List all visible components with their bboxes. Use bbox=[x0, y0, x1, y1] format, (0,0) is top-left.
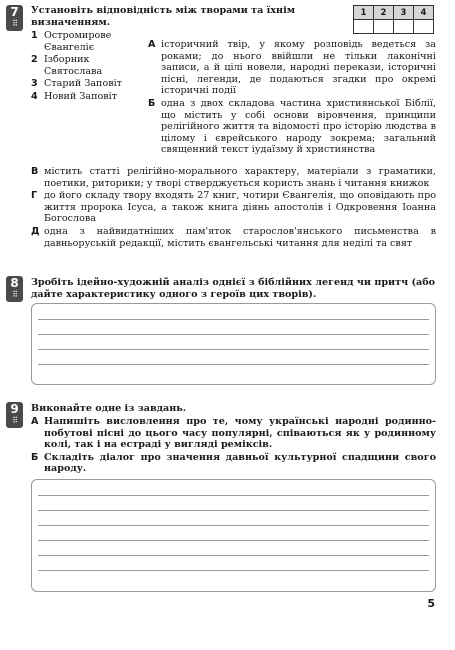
task-badge-9 bbox=[6, 402, 23, 428]
answer-grid bbox=[353, 5, 434, 34]
q9-instruction: Виконайте одне із завдань. bbox=[31, 403, 187, 414]
answer-line bbox=[38, 525, 429, 526]
list-item: Б одна з двох складова частина християнської Біблії, що містить у собі основи віровчення, принципи релігійного життя та відомості про історію людства в цілому і єврейського народу зокрема; загальний священний текст іудаїзму й християнства bbox=[148, 97, 436, 156]
page-number: 5 bbox=[427, 597, 435, 610]
list-item: В містить статті релігійно-морального характеру, матеріали з граматики, поетики, риторики; у творі стверджується користь знань і читання книжок bbox=[31, 166, 436, 189]
dots-icon: ⠿ bbox=[12, 19, 17, 28]
q9-options bbox=[31, 416, 436, 475]
answer-cell[interactable] bbox=[374, 20, 394, 34]
answer-cell[interactable] bbox=[354, 20, 374, 34]
q7-right-top bbox=[148, 39, 436, 156]
q9-answer-box[interactable] bbox=[31, 479, 436, 592]
dots-icon: ⠿ bbox=[12, 290, 17, 299]
q8-answer-box[interactable] bbox=[31, 303, 436, 385]
task-badge-7 bbox=[6, 5, 23, 31]
list-item: А історичний твір, у якому розповідь ведеться за роками; до нього ввійшли не тільки лаконічні записи, а й цілі новели, народні перекази, історичні пісні, легенди, де подаються згадки про окремі історичні події bbox=[148, 39, 436, 97]
answer-line bbox=[38, 510, 429, 511]
list-item: Д одна з найвидатніших пам'яток старослов'янського письменства в давньоруській редакції, містить євангельські читання для неділі та свят bbox=[31, 225, 436, 249]
list-item: 4 Новий Заповіт bbox=[31, 90, 118, 102]
list-item: 3 Старий Заповіт bbox=[31, 78, 122, 90]
answer-line bbox=[38, 319, 429, 320]
task-badge-8 bbox=[6, 276, 23, 302]
q7-left-list bbox=[31, 30, 131, 103]
answer-line bbox=[38, 540, 429, 541]
list-item: А Напишіть висловлення про те, чому українські народні родинно-побутові пісні до цього часу популярні, співаються як у родинному колі, так і на естраді у вигляді реміксів. bbox=[31, 416, 436, 451]
answer-header: 2 bbox=[374, 6, 394, 20]
list-item: Б Складіть діалог про значення давньої культурної спадщини свого народу. bbox=[31, 451, 436, 475]
answer-cell[interactable] bbox=[394, 20, 414, 34]
answer-header: 3 bbox=[394, 6, 414, 20]
q7-instruction: Установіть відповідність між творами та їхнім визначенням. bbox=[31, 5, 296, 28]
list-item: Г до його складу твору входять 27 книг, чотири Євангелія, що оповідають про життя пророка Ісуса, а також книга діянь апостолів і Одкровення Іоанна Богослова bbox=[31, 190, 436, 225]
task-number: 8 bbox=[10, 276, 19, 290]
answer-header: 4 bbox=[414, 6, 434, 20]
answer-line bbox=[38, 495, 429, 496]
dots-icon: ⠿ bbox=[12, 416, 17, 425]
task-number: 7 bbox=[10, 5, 19, 19]
list-item: 1 Остромирове Євангеліє bbox=[31, 30, 112, 53]
list-item: 2 Ізборник Святослава bbox=[31, 54, 103, 77]
q7-right-bottom bbox=[31, 166, 436, 249]
answer-line bbox=[38, 349, 429, 350]
answer-line bbox=[38, 555, 429, 556]
answer-header: 1 bbox=[354, 6, 374, 20]
answer-cell[interactable] bbox=[414, 20, 434, 34]
answer-line bbox=[38, 334, 429, 335]
task-number: 9 bbox=[10, 402, 19, 416]
answer-line bbox=[38, 570, 429, 571]
answer-line bbox=[38, 364, 429, 365]
q8-instruction: Зробіть ідейно-художній аналіз однієї з біблійних легенд чи притч (або дайте характеристику одного з героїв цих творів). bbox=[31, 277, 436, 300]
